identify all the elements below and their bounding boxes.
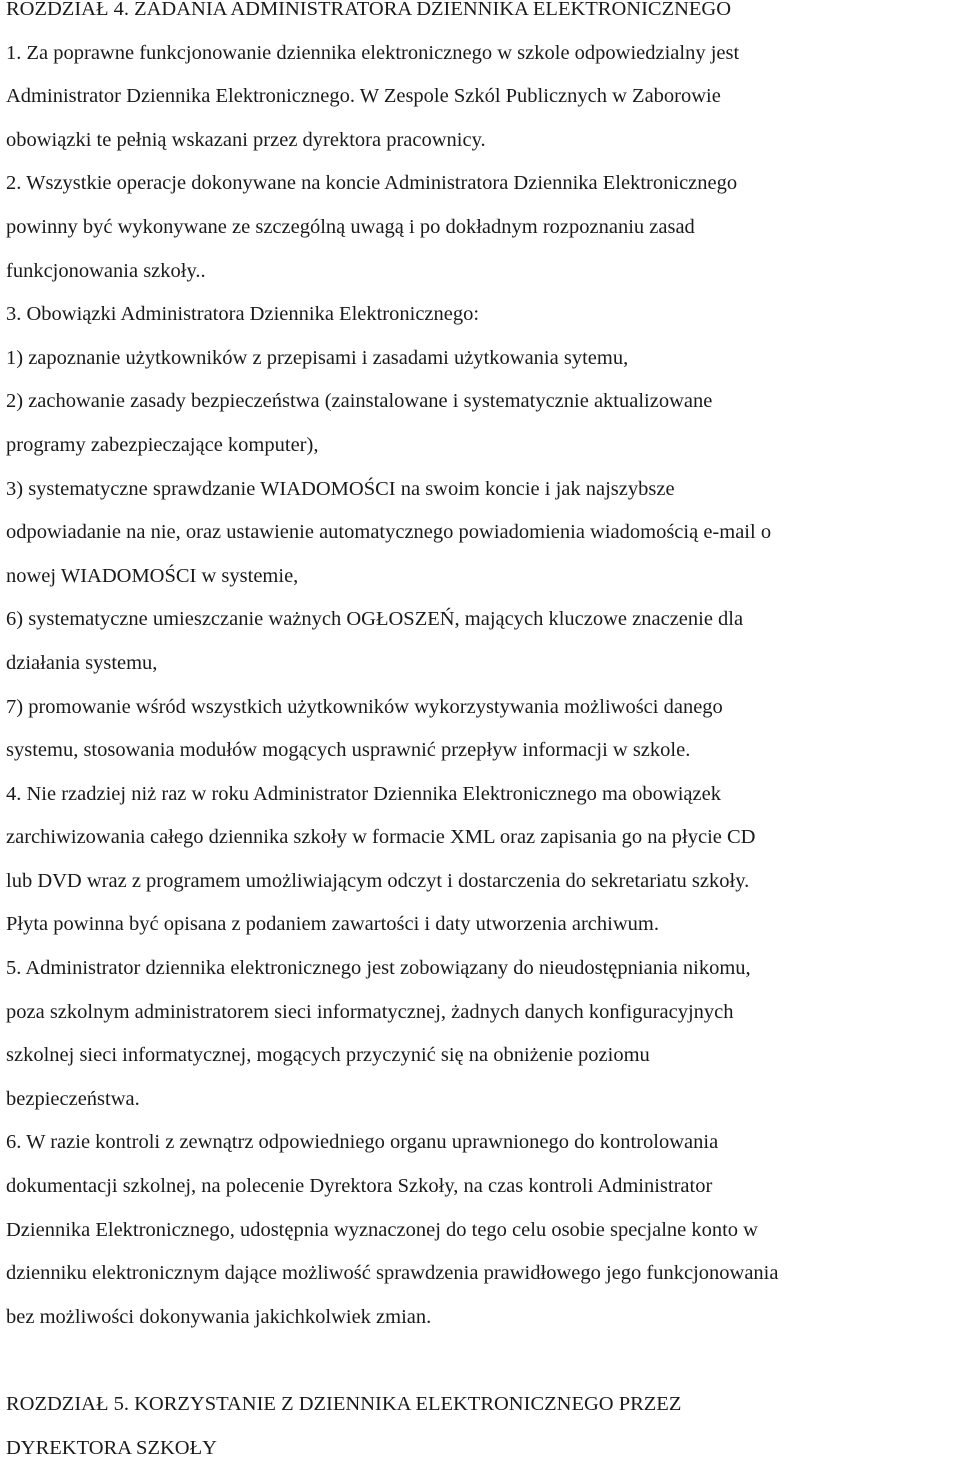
list-item-line: 7) promowanie wśród wszystkich użytkowników wykorzystywania możliwości danego xyxy=(6,695,723,718)
paragraph-line: 1. Za poprawne funkcjonowanie dziennika elektronicznego w szkole odpowiedzialny jest xyxy=(6,41,740,64)
chapter-5-heading: ROZDZIAŁ 5. KORZYSTANIE Z DZIENNIKA ELEKTRONICZNEGO PRZEZ xyxy=(6,1393,682,1415)
paragraph-line: Dziennika Elektronicznego, udostępnia wyznaczonej do tego celu osobie specjalne konto w xyxy=(6,1218,758,1241)
list-item-line: 2) zachowanie zasady bezpieczeństwa (zainstalowane i systematycznie aktualizowane xyxy=(6,390,713,413)
list-item-line: systemu, stosowania modułów mogących usprawnić przepływ informacji w szkole. xyxy=(6,739,691,762)
list-item-line: działania systemu, xyxy=(6,651,158,674)
paragraph-line: lub DVD wraz z programem umożliwiającym odczyt i dostarczenia do sekretariatu szkoły. xyxy=(6,869,750,892)
paragraph-line: Płyta powinna być opisana z podaniem zawartości i daty utworzenia archiwum. xyxy=(6,913,659,936)
list-item-line: programy zabezpieczające komputer), xyxy=(6,433,319,456)
paragraph-line: powinny być wykonywane ze szczególną uwagą i po dokładnym rozpoznaniu zasad xyxy=(6,215,695,238)
list-item-line: 1) zapoznanie użytkowników z przepisami i zasadami użytkowania sytemu, xyxy=(6,346,629,369)
paragraph-line: bez możliwości dokonywania jakichkolwiek zmian. xyxy=(6,1305,432,1328)
paragraph-line: zarchiwizowania całego dziennika szkoły w formacie XML oraz zapisania go na płycie CD xyxy=(6,826,756,849)
list-item-line: 3) systematyczne sprawdzanie WIADOMOŚCI na swoim koncie i jak najszybsze xyxy=(6,477,675,500)
paragraph-line: bezpieczeństwa. xyxy=(6,1087,140,1110)
paragraph-line: obowiązki te pełnią wskazani przez dyrektora pracownicy. xyxy=(6,128,486,151)
chapter-5-heading-continued: DYREKTORA SZKOŁY xyxy=(6,1436,217,1459)
paragraph-line: dokumentacji szkolnej, na polecenie Dyrektora Szkoły, na czas kontroli Administrator xyxy=(6,1175,713,1198)
blank-line xyxy=(6,1339,956,1383)
list-item-line: odpowiadanie na nie, oraz ustawienie automatycznego powiadomienia wiadomością e-mail o xyxy=(6,521,772,544)
paragraph-line: 4. Nie rzadziej niż raz w roku Administrator Dziennika Elektronicznego ma obowiązek xyxy=(6,782,721,805)
paragraph-line: Administrator Dziennika Elektronicznego. W Zespole Szkól Publicznych w Zaborowie xyxy=(6,85,721,108)
paragraph-line: dzienniku elektronicznym dające możliwość sprawdzenia prawidłowego jego funkcjonowania xyxy=(6,1262,779,1285)
document-page xyxy=(6,0,956,1470)
paragraph-line: 2. Wszystkie operacje dokonywane na koncie Administratora Dziennika Elektronicznego xyxy=(6,172,738,195)
paragraph-line: 3. Obowiązki Administratora Dziennika Elektronicznego: xyxy=(6,303,480,326)
paragraph-line: 6. W razie kontroli z zewnątrz odpowiedniego organu uprawnionego do kontrolowania xyxy=(6,1131,719,1154)
list-item-line: nowej WIADOMOŚCI w systemie, xyxy=(6,564,299,587)
paragraph-line: poza szkolnym administratorem sieci informatycznej, żadnych danych konfiguracyjnych xyxy=(6,1000,734,1023)
paragraph-line: szkolnej sieci informatycznej, mogących przyczynić się na obniżenie poziomu xyxy=(6,1044,650,1067)
list-item-line: 6) systematyczne umieszczanie ważnych OGŁOSZEŃ, mających kluczowe znaczenie dla xyxy=(6,608,744,631)
paragraph-line: 5. Administrator dziennika elektronicznego jest zobowiązany do nieudostępniania nikomu, xyxy=(6,957,751,980)
chapter-4-heading: ROZDZIAŁ 4. ZADANIA ADMINISTRATORA DZIENNIKA ELEKTRONICZNEGO xyxy=(6,0,732,20)
paragraph-line: funkcjonowania szkoły.. xyxy=(6,259,206,282)
